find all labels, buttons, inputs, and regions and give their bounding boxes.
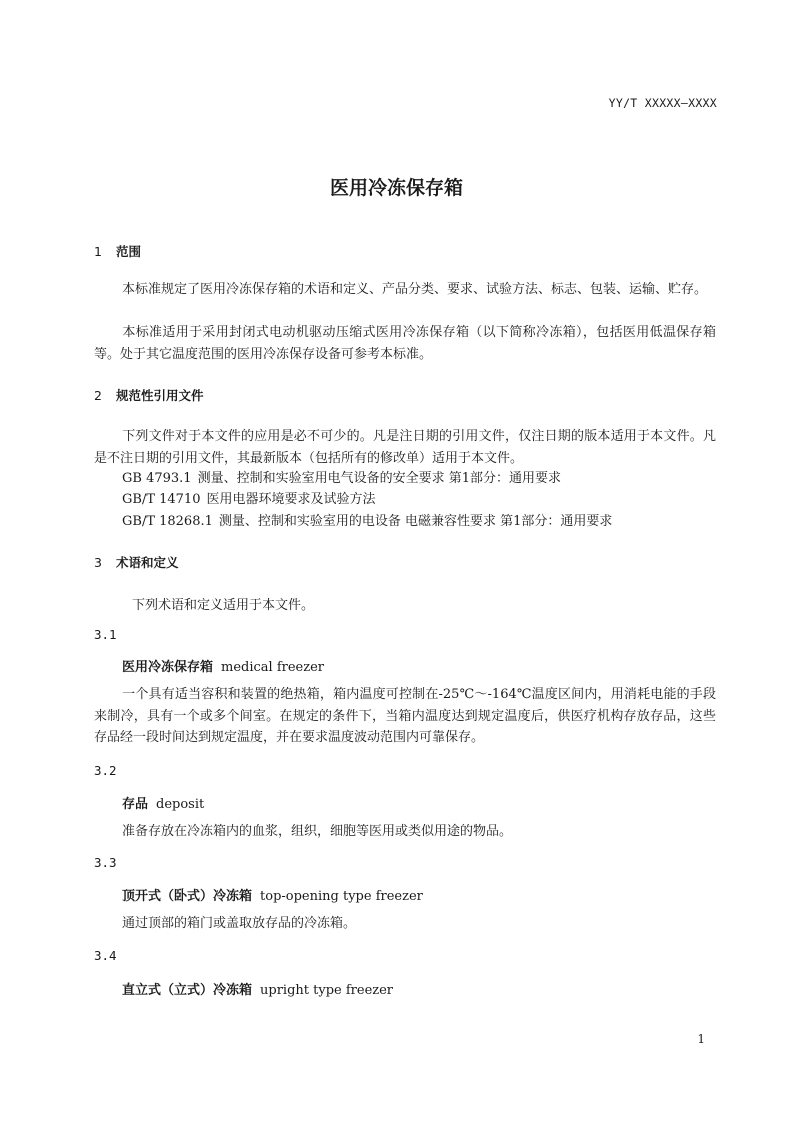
section-heading-scope — [94, 242, 141, 260]
terms-intro: 下列术语和定义适用于本文件。 — [132, 598, 315, 613]
reference-title: 测量、控制和实验室用的电设备 电磁兼容性要求 第1部分：通用要求 — [218, 514, 613, 529]
scope-paragraph-1: 本标准规定了医用冷冻保存箱的术语和定义、产品分类、要求、试验方法、标志、包装、运输、贮存。 — [122, 282, 708, 297]
term-english: deposit — [156, 797, 205, 812]
standard-number: YY/T XXXXX—XXXX — [608, 96, 717, 110]
reference-code: GB/T 14710 — [122, 492, 201, 507]
term-definition: 准备存放在冷冻箱内的血浆，组织，细胞等医用或类似用途的物品。 — [122, 824, 513, 839]
reference-item — [122, 488, 376, 507]
term-chinese: 顶开式（卧式）冷冻箱 — [122, 889, 253, 904]
section-title: 范围 — [116, 244, 142, 259]
reference-title: 测量、控制和实验室用电气设备的安全要求 第1部分：通用要求 — [197, 471, 561, 486]
section-heading-normative-references — [94, 386, 204, 404]
term-english: medical freezer — [221, 660, 325, 675]
section-number: 3 — [94, 555, 102, 570]
term-english: upright type freezer — [260, 983, 394, 998]
clause-number: 3.3 — [94, 855, 117, 870]
section-number: 2 — [94, 388, 102, 403]
reference-code: GB 4793.1 — [122, 471, 192, 486]
reference-item — [122, 510, 612, 529]
term-chinese: 存品 — [122, 797, 149, 812]
section-number: 1 — [94, 244, 102, 259]
term-english: top-opening type freezer — [260, 889, 423, 904]
term-definition: 一个具有适当容积和装置的绝热箱，箱内温度可控制在-25℃～-164℃温度区间内，用消耗电能的手段来制冷，具有一个或多个间室。在规定的条件下，当箱内温度达到规定温度后，供医疗机构存放存品，这些存品经一段时间达到规定温度，并在要求温度波动范围内可靠保存。 — [94, 687, 716, 745]
term-definition: 通过顶部的箱门或盖取放存品的冷冻箱。 — [122, 916, 357, 931]
term-entry — [122, 793, 204, 812]
scope-paragraph-2: 本标准适用于采用封闭式电动机驱动压缩式医用冷冻保存箱（以下简称冷冻箱），包括医用低温保存箱等。处于其它温度范围的医用冷冻保存设备可参考本标准。 — [94, 325, 716, 362]
reference-code: GB/T 18268.1 — [122, 514, 213, 529]
term-chinese: 直立式（立式）冷冻箱 — [122, 983, 253, 998]
reference-item — [122, 467, 561, 486]
document-title: 医用冷冻保存箱 — [329, 177, 463, 199]
page-number: 1 — [697, 1032, 705, 1046]
references-intro: 下列文件对于本文件的应用是必不可少的。凡是注日期的引用文件，仅注日期的版本适用于本文件。凡是不注日期的引用文件，其最新版本（包括所有的修改单）适用于本文件。 — [94, 429, 716, 466]
section-title: 规范性引用文件 — [116, 388, 204, 403]
reference-title: 医用电器环境要求及试验方法 — [206, 492, 376, 507]
term-entry — [122, 979, 393, 998]
clause-number: 3.4 — [94, 948, 117, 963]
clause-number: 3.2 — [94, 763, 117, 778]
clause-number: 3.1 — [94, 627, 117, 642]
term-entry — [122, 885, 423, 904]
section-heading-terms — [94, 553, 179, 571]
term-chinese: 医用冷冻保存箱 — [122, 660, 214, 675]
section-title: 术语和定义 — [116, 555, 179, 570]
term-entry — [122, 656, 324, 675]
